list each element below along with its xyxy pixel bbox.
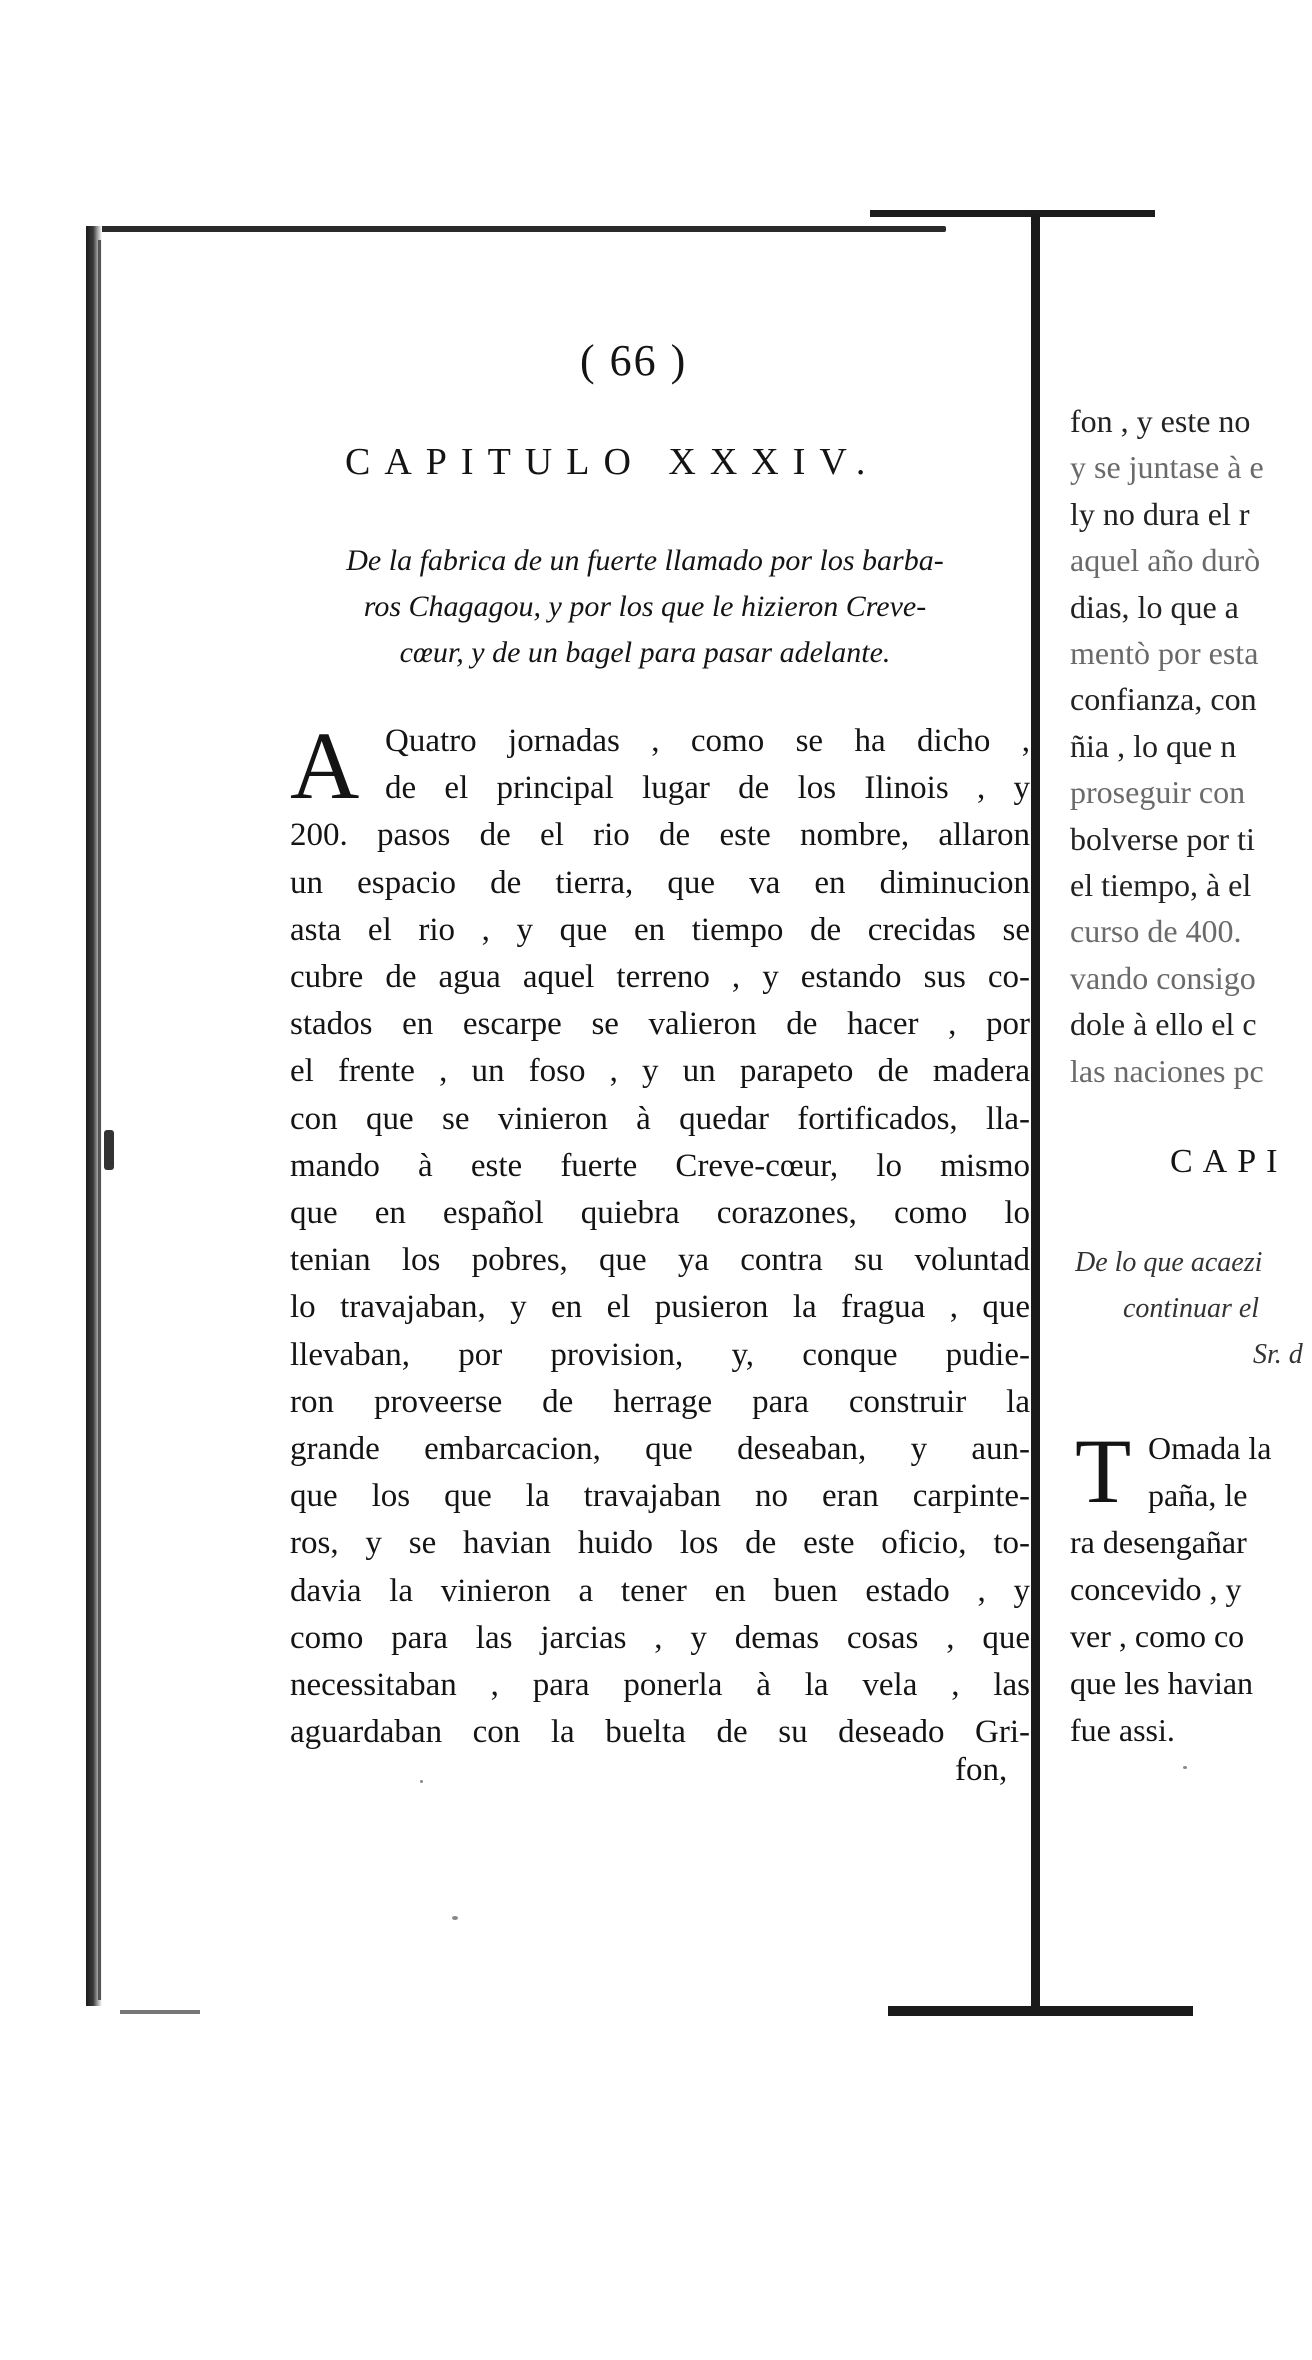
body-line: necessitaban , para ponerla à la vela , las bbox=[290, 1667, 1030, 1704]
page-number: ( 66 ) bbox=[580, 336, 688, 385]
body-line: el frente , un foso , y un parapeto de madera bbox=[290, 1053, 1030, 1090]
book-spine bbox=[1031, 214, 1040, 2014]
right-summary-line: continuar el bbox=[1123, 1293, 1260, 1324]
body-line: aguardaban con la buelta de su deseado Gri- bbox=[290, 1714, 1030, 1751]
right-drop-cap: T bbox=[1075, 1420, 1132, 1522]
summary-line: ros Chagagou, y por los que le hizieron Creve- bbox=[363, 590, 927, 623]
body-line: ros, y se havian huido los de este oficio, to- bbox=[290, 1525, 1030, 1562]
scan-speck bbox=[104, 1130, 114, 1170]
body-line: tenian los pobres, que ya contra su voluntad bbox=[290, 1242, 1030, 1279]
body-text bbox=[290, 712, 1030, 1756]
spine-top-bar bbox=[870, 210, 1155, 217]
body-line: stados en escarpe se valieron de hacer , por bbox=[290, 1006, 1030, 1043]
right-line: mentò por esta bbox=[1070, 635, 1259, 672]
scan-speck bbox=[420, 1780, 423, 1783]
scan-speck bbox=[1183, 1766, 1187, 1769]
right-line: dole à ello el c bbox=[1070, 1006, 1257, 1043]
right-page-top-text bbox=[1070, 398, 1312, 1094]
right-body-line: Omada la bbox=[1148, 1430, 1272, 1466]
right-body-line: fue assi. bbox=[1070, 1712, 1175, 1748]
catchword: fon, bbox=[955, 1752, 1008, 1788]
body-line: Quatro jornadas , como se ha dicho , bbox=[385, 723, 1030, 759]
right-line: el tiempo, à el bbox=[1070, 867, 1252, 904]
body-line: 200. pasos de el rio de este nombre, allaron bbox=[290, 817, 1030, 854]
right-line: y se juntase à e bbox=[1070, 449, 1264, 486]
right-line: vando consigo bbox=[1070, 959, 1256, 996]
right-summary-line: De lo que acaezi bbox=[1075, 1247, 1263, 1278]
chapter-summary bbox=[280, 538, 1010, 676]
right-body-line: ver , como co bbox=[1070, 1618, 1245, 1654]
body-line: con que se vinieron à quedar fortificados, lla- bbox=[290, 1100, 1030, 1137]
right-summary-line: Sr. d bbox=[1253, 1339, 1303, 1370]
right-body-text bbox=[1070, 1420, 1312, 1754]
right-chapter-summary bbox=[1075, 1240, 1312, 1378]
right-line: fon , y este no bbox=[1070, 403, 1251, 439]
summary-line: De la fabrica de un fuerte llamado por los barba- bbox=[346, 544, 944, 577]
right-body-line: ra desengañar bbox=[1070, 1524, 1247, 1560]
body-line: grande embarcacion, que deseaban, y aun- bbox=[290, 1431, 1030, 1468]
right-body-line: que les havian bbox=[1070, 1665, 1254, 1701]
right-line: las naciones pc bbox=[1070, 1052, 1264, 1089]
body-line: ron proveerse de herrage para construir la bbox=[290, 1383, 1030, 1420]
right-line: confianza, con bbox=[1070, 681, 1257, 718]
right-line: ly no dura el r bbox=[1070, 495, 1250, 532]
summary-line: cœur, y de un bagel para pasar adelante. bbox=[399, 636, 891, 669]
right-chapter-title: CAPI bbox=[1170, 1143, 1288, 1180]
body-line: mando à este fuerte Creve-cœur, lo mismo bbox=[290, 1147, 1030, 1184]
right-line: curso de 400. bbox=[1070, 913, 1242, 950]
right-body-line: concevido , y bbox=[1070, 1571, 1242, 1607]
body-line: un espacio de tierra, que va en diminucion bbox=[290, 864, 1030, 901]
body-line: lo travajaban, y en el pusieron la fragua , que bbox=[290, 1289, 1030, 1326]
spine-bottom-bar bbox=[888, 2006, 1193, 2016]
body-line: llevaban, por provision, y, conque pudie- bbox=[290, 1336, 1030, 1373]
right-body-line: paña, le bbox=[1148, 1477, 1248, 1513]
body-line: como para las jarcias , y demas cosas , que bbox=[290, 1619, 1030, 1656]
body-line: de el principal lugar de los Ilinois , y bbox=[385, 770, 1030, 807]
body-line: davia la vinieron a tener en buen estado , y bbox=[290, 1572, 1030, 1609]
right-line: ñia , lo que n bbox=[1070, 727, 1237, 764]
body-line: que los que la travajaban no eran carpinte- bbox=[290, 1478, 1030, 1515]
body-line: cubre de agua aquel terreno , y estando sus co- bbox=[290, 959, 1030, 996]
page-frame-bottom-edge bbox=[120, 2010, 200, 2014]
chapter-title: CAPITULO XXXIV. bbox=[345, 441, 880, 483]
body-line: que en español quiebra corazones, como lo bbox=[290, 1195, 1030, 1232]
body-line: asta el rio , y que en tiempo de crecidas se bbox=[290, 911, 1030, 948]
scan-speck bbox=[452, 1916, 458, 1920]
right-line: aquel año durò bbox=[1070, 542, 1261, 579]
drop-cap: A bbox=[290, 712, 360, 819]
right-line: proseguir con bbox=[1070, 774, 1246, 811]
right-line: bolverse por ti bbox=[1070, 820, 1255, 857]
right-line: dias, lo que a bbox=[1070, 588, 1239, 625]
page-frame-inner-line bbox=[98, 240, 101, 2000]
